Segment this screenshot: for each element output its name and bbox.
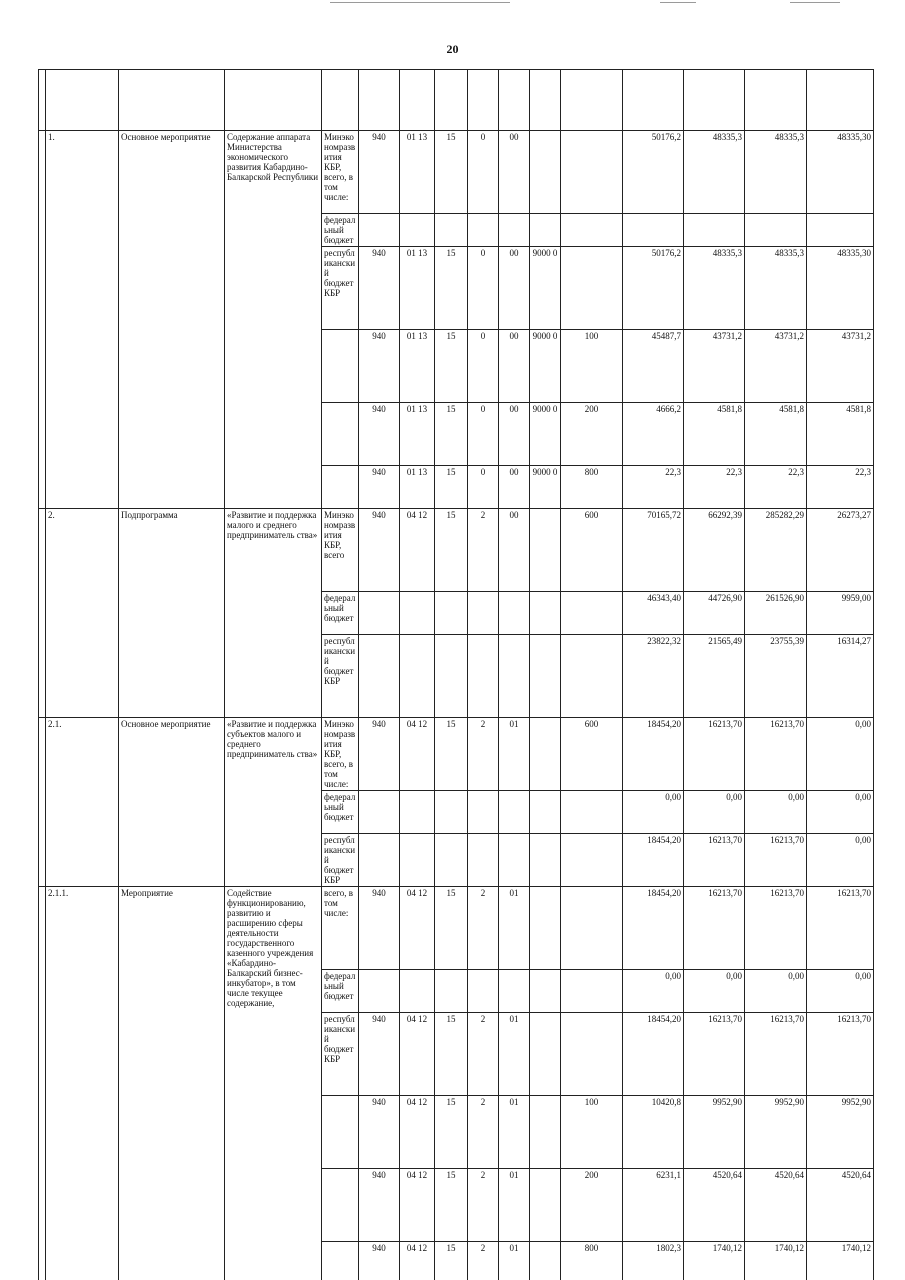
item-number-cell: 2.1.1. — [46, 887, 119, 1280]
expense-type-cell: 800 — [561, 1242, 623, 1280]
executor-cell: республиканский бюджет КБР — [322, 1013, 359, 1096]
expense-type-cell: 800 — [561, 466, 623, 509]
section-code-cell — [400, 214, 435, 247]
executor-cell — [322, 403, 359, 466]
grbs-code-cell — [359, 970, 400, 1013]
direction-code-cell: 9000 0 — [530, 247, 561, 330]
amount-cell: 18454,20 — [623, 718, 684, 791]
direction-code-cell — [530, 718, 561, 791]
executor-cell: федеральный бюджет — [322, 791, 359, 834]
direction-code-cell — [530, 214, 561, 247]
amount-cell — [684, 214, 745, 247]
measure-code-cell: 00 — [499, 131, 530, 214]
item-status-cell: Основное мероприятие — [119, 131, 225, 509]
item-number-cell: 1. — [46, 131, 119, 509]
program-code-cell — [435, 970, 468, 1013]
amount-cell: 1740,12 — [807, 1242, 874, 1280]
program-code-cell: 15 — [435, 718, 468, 791]
grbs-code-cell — [359, 214, 400, 247]
subprogram-code-cell: 2 — [468, 1169, 499, 1242]
amount-cell: 21565,49 — [684, 635, 745, 718]
amount-cell: 10420,8 — [623, 1096, 684, 1169]
measure-code-cell: 01 — [499, 1242, 530, 1280]
amount-cell: 18454,20 — [623, 834, 684, 887]
direction-code-cell — [530, 970, 561, 1013]
grbs-code-cell: 940 — [359, 466, 400, 509]
grbs-code-cell: 940 — [359, 247, 400, 330]
amount-cell: 0,00 — [623, 791, 684, 834]
amount-cell: 22,3 — [623, 466, 684, 509]
amount-cell: 285282,29 — [745, 509, 807, 592]
direction-code-cell — [530, 1096, 561, 1169]
subprogram-code-cell — [468, 635, 499, 718]
measure-code-cell: 01 — [499, 1096, 530, 1169]
section-code-cell — [400, 970, 435, 1013]
amount-cell: 0,00 — [807, 834, 874, 887]
amount-cell: 0,00 — [807, 791, 874, 834]
amount-cell: 0,00 — [807, 970, 874, 1013]
grbs-code-cell: 940 — [359, 1169, 400, 1242]
executor-cell — [322, 1242, 359, 1280]
measure-code-cell: 00 — [499, 509, 530, 592]
amount-cell: 16213,70 — [684, 1013, 745, 1096]
executor-cell: всего, в том числе: — [322, 887, 359, 970]
expense-type-cell — [561, 214, 623, 247]
program-code-cell: 15 — [435, 887, 468, 970]
expense-type-cell: 100 — [561, 1096, 623, 1169]
page-number: 20 — [0, 42, 905, 57]
program-code-cell — [435, 635, 468, 718]
executor-cell: Минэкономразвития КБР, всего — [322, 509, 359, 592]
budget-table — [38, 69, 874, 1280]
section-code-cell — [400, 791, 435, 834]
section-code-cell — [400, 834, 435, 887]
direction-code-cell — [530, 791, 561, 834]
measure-code-cell — [499, 592, 530, 635]
direction-code-cell — [530, 834, 561, 887]
subprogram-code-cell: 2 — [468, 718, 499, 791]
program-code-cell: 15 — [435, 330, 468, 403]
amount-cell: 48335,3 — [684, 131, 745, 214]
measure-code-cell — [499, 214, 530, 247]
table-row — [39, 509, 874, 592]
program-code-cell — [435, 214, 468, 247]
amount-cell: 16213,70 — [745, 887, 807, 970]
measure-code-cell — [499, 970, 530, 1013]
amount-cell: 45487,7 — [623, 330, 684, 403]
amount-cell: 9959,00 — [807, 592, 874, 635]
direction-code-cell: 9000 0 — [530, 403, 561, 466]
expense-type-cell — [561, 635, 623, 718]
amount-cell: 43731,2 — [807, 330, 874, 403]
program-code-cell — [435, 834, 468, 887]
subprogram-code-cell: 0 — [468, 131, 499, 214]
amount-cell: 48335,3 — [745, 247, 807, 330]
subprogram-code-cell — [468, 791, 499, 834]
amount-cell: 46343,40 — [623, 592, 684, 635]
expense-type-cell — [561, 131, 623, 214]
amount-cell: 9952,90 — [745, 1096, 807, 1169]
subprogram-code-cell: 2 — [468, 509, 499, 592]
amount-cell: 44726,90 — [684, 592, 745, 635]
expense-type-cell: 100 — [561, 330, 623, 403]
amount-cell: 1802,3 — [623, 1242, 684, 1280]
executor-cell: республиканский бюджет КБР — [322, 635, 359, 718]
subprogram-code-cell: 2 — [468, 1242, 499, 1280]
amount-cell: 4581,8 — [745, 403, 807, 466]
item-name-cell: Содействие функционированию, развитию и расширению сферы деятельности государственного казенного учреждения «Кабардино-Балкарский бизнес-инкубатор», в том числе текущее содержание, — [225, 887, 322, 1280]
grbs-code-cell: 940 — [359, 1242, 400, 1280]
program-code-cell: 15 — [435, 247, 468, 330]
direction-code-cell — [530, 1013, 561, 1096]
item-name-cell: «Развитие и поддержка субъектов малого и среднего предприниматель ства» — [225, 718, 322, 887]
executor-cell: республиканский бюджет КБР — [322, 247, 359, 330]
executor-cell: республиканский бюджет КБР — [322, 834, 359, 887]
expense-type-cell — [561, 887, 623, 970]
amount-cell: 18454,20 — [623, 1013, 684, 1096]
index-gutter-cell — [39, 509, 46, 718]
direction-code-cell — [530, 887, 561, 970]
expense-type-cell: 600 — [561, 718, 623, 791]
section-code-cell: 04 12 — [400, 887, 435, 970]
scan-artifacts — [0, 0, 905, 10]
subprogram-code-cell: 0 — [468, 403, 499, 466]
amount-cell: 1740,12 — [745, 1242, 807, 1280]
section-code-cell — [400, 592, 435, 635]
section-code-cell: 01 13 — [400, 403, 435, 466]
direction-code-cell — [530, 1242, 561, 1280]
expense-type-cell — [561, 247, 623, 330]
subprogram-code-cell: 0 — [468, 330, 499, 403]
amount-cell: 48335,30 — [807, 131, 874, 214]
amount-cell: 22,3 — [745, 466, 807, 509]
amount-cell: 48335,3 — [745, 131, 807, 214]
expense-type-cell — [561, 834, 623, 887]
measure-code-cell — [499, 635, 530, 718]
executor-cell: Минэкономразвития КБР, всего, в том числе: — [322, 131, 359, 214]
direction-code-cell — [530, 635, 561, 718]
amount-cell: 4520,64 — [745, 1169, 807, 1242]
amount-cell: 4581,8 — [807, 403, 874, 466]
table-header-row — [39, 70, 874, 131]
subprogram-code-cell: 2 — [468, 887, 499, 970]
expense-type-cell — [561, 970, 623, 1013]
executor-cell — [322, 1096, 359, 1169]
grbs-code-cell: 940 — [359, 330, 400, 403]
measure-code-cell: 00 — [499, 330, 530, 403]
program-code-cell: 15 — [435, 509, 468, 592]
subprogram-code-cell — [468, 970, 499, 1013]
amount-cell: 16213,70 — [745, 834, 807, 887]
item-number-cell: 2. — [46, 509, 119, 718]
amount-cell — [807, 214, 874, 247]
program-code-cell: 15 — [435, 1169, 468, 1242]
subprogram-code-cell: 2 — [468, 1013, 499, 1096]
index-gutter-cell — [39, 131, 46, 509]
section-code-cell: 04 12 — [400, 718, 435, 791]
executor-cell — [322, 466, 359, 509]
amount-cell: 22,3 — [807, 466, 874, 509]
measure-code-cell: 01 — [499, 887, 530, 970]
executor-cell: Минэкономразвития КБР, всего, в том числе: — [322, 718, 359, 791]
subprogram-code-cell — [468, 834, 499, 887]
amount-cell: 0,00 — [745, 970, 807, 1013]
subprogram-code-cell: 0 — [468, 466, 499, 509]
amount-cell: 26273,27 — [807, 509, 874, 592]
amount-cell: 9952,90 — [684, 1096, 745, 1169]
measure-code-cell — [499, 791, 530, 834]
item-status-cell: Мероприятие — [119, 887, 225, 1280]
program-code-cell — [435, 791, 468, 834]
item-status-cell: Основное мероприятие — [119, 718, 225, 887]
amount-cell: 70165,72 — [623, 509, 684, 592]
amount-cell: 261526,90 — [745, 592, 807, 635]
direction-code-cell: 9000 0 — [530, 330, 561, 403]
direction-code-cell — [530, 1169, 561, 1242]
section-code-cell: 04 12 — [400, 1169, 435, 1242]
amount-cell: 9952,90 — [807, 1096, 874, 1169]
grbs-code-cell: 940 — [359, 509, 400, 592]
grbs-code-cell: 940 — [359, 887, 400, 970]
measure-code-cell — [499, 834, 530, 887]
amount-cell: 50176,2 — [623, 131, 684, 214]
direction-code-cell — [530, 592, 561, 635]
direction-code-cell: 9000 0 — [530, 466, 561, 509]
item-name-cell: Содержание аппарата Министерства экономического развития Кабардино-Балкарской Республики — [225, 131, 322, 509]
amount-cell — [623, 214, 684, 247]
expense-type-cell — [561, 791, 623, 834]
program-code-cell: 15 — [435, 1013, 468, 1096]
item-name-cell: «Развитие и поддержка малого и среднего предприниматель ства» — [225, 509, 322, 718]
amount-cell: 16213,70 — [684, 718, 745, 791]
grbs-code-cell: 940 — [359, 403, 400, 466]
executor-cell: федеральный бюджет — [322, 592, 359, 635]
amount-cell: 0,00 — [807, 718, 874, 791]
measure-code-cell: 00 — [499, 403, 530, 466]
program-code-cell: 15 — [435, 1096, 468, 1169]
amount-cell: 18454,20 — [623, 887, 684, 970]
executor-cell: федеральный бюджет — [322, 214, 359, 247]
subprogram-code-cell: 2 — [468, 1096, 499, 1169]
expense-type-cell: 600 — [561, 509, 623, 592]
amount-cell: 66292,39 — [684, 509, 745, 592]
table-row — [39, 887, 874, 970]
amount-cell: 22,3 — [684, 466, 745, 509]
expense-type-cell — [561, 592, 623, 635]
amount-cell: 23755,39 — [745, 635, 807, 718]
measure-code-cell: 01 — [499, 1169, 530, 1242]
amount-cell — [745, 214, 807, 247]
amount-cell: 16213,70 — [807, 887, 874, 970]
item-status-cell: Подпрограмма — [119, 509, 225, 718]
section-code-cell: 01 13 — [400, 330, 435, 403]
amount-cell: 0,00 — [684, 970, 745, 1013]
section-code-cell: 01 13 — [400, 131, 435, 214]
amount-cell: 23822,32 — [623, 635, 684, 718]
amount-cell: 16213,70 — [807, 1013, 874, 1096]
index-gutter-cell — [39, 887, 46, 1280]
section-code-cell: 04 12 — [400, 1013, 435, 1096]
direction-code-cell — [530, 509, 561, 592]
program-code-cell: 15 — [435, 131, 468, 214]
amount-cell: 1740,12 — [684, 1242, 745, 1280]
amount-cell: 43731,2 — [745, 330, 807, 403]
measure-code-cell: 00 — [499, 247, 530, 330]
program-code-cell: 15 — [435, 1242, 468, 1280]
amount-cell: 0,00 — [623, 970, 684, 1013]
section-code-cell: 04 12 — [400, 1242, 435, 1280]
amount-cell: 0,00 — [684, 791, 745, 834]
grbs-code-cell — [359, 635, 400, 718]
table-row — [39, 718, 874, 791]
executor-cell — [322, 1169, 359, 1242]
subprogram-code-cell — [468, 214, 499, 247]
section-code-cell: 01 13 — [400, 247, 435, 330]
expense-type-cell: 200 — [561, 1169, 623, 1242]
measure-code-cell: 01 — [499, 1013, 530, 1096]
item-number-cell: 2.1. — [46, 718, 119, 887]
measure-code-cell: 01 — [499, 718, 530, 791]
section-code-cell: 04 12 — [400, 1096, 435, 1169]
index-gutter-cell — [39, 718, 46, 887]
subprogram-code-cell — [468, 592, 499, 635]
section-code-cell: 04 12 — [400, 509, 435, 592]
amount-cell: 16213,70 — [745, 1013, 807, 1096]
amount-cell: 4666,2 — [623, 403, 684, 466]
grbs-code-cell: 940 — [359, 131, 400, 214]
grbs-code-cell — [359, 791, 400, 834]
amount-cell: 16213,70 — [745, 718, 807, 791]
amount-cell: 16213,70 — [684, 887, 745, 970]
expense-type-cell — [561, 1013, 623, 1096]
section-code-cell: 01 13 — [400, 466, 435, 509]
program-code-cell — [435, 592, 468, 635]
amount-cell: 43731,2 — [684, 330, 745, 403]
measure-code-cell: 00 — [499, 466, 530, 509]
amount-cell: 0,00 — [745, 791, 807, 834]
program-code-cell: 15 — [435, 466, 468, 509]
table-row — [39, 131, 874, 214]
amount-cell: 16213,70 — [684, 834, 745, 887]
subprogram-code-cell: 0 — [468, 247, 499, 330]
grbs-code-cell — [359, 592, 400, 635]
amount-cell: 16314,27 — [807, 635, 874, 718]
grbs-code-cell — [359, 834, 400, 887]
executor-cell — [322, 330, 359, 403]
amount-cell: 48335,3 — [684, 247, 745, 330]
grbs-code-cell: 940 — [359, 718, 400, 791]
grbs-code-cell: 940 — [359, 1096, 400, 1169]
expense-type-cell: 200 — [561, 403, 623, 466]
amount-cell: 4520,64 — [807, 1169, 874, 1242]
amount-cell: 50176,2 — [623, 247, 684, 330]
grbs-code-cell: 940 — [359, 1013, 400, 1096]
amount-cell: 48335,30 — [807, 247, 874, 330]
program-code-cell: 15 — [435, 403, 468, 466]
direction-code-cell — [530, 131, 561, 214]
section-code-cell — [400, 635, 435, 718]
amount-cell: 6231,1 — [623, 1169, 684, 1242]
amount-cell: 4520,64 — [684, 1169, 745, 1242]
amount-cell: 4581,8 — [684, 403, 745, 466]
executor-cell: федеральный бюджет — [322, 970, 359, 1013]
